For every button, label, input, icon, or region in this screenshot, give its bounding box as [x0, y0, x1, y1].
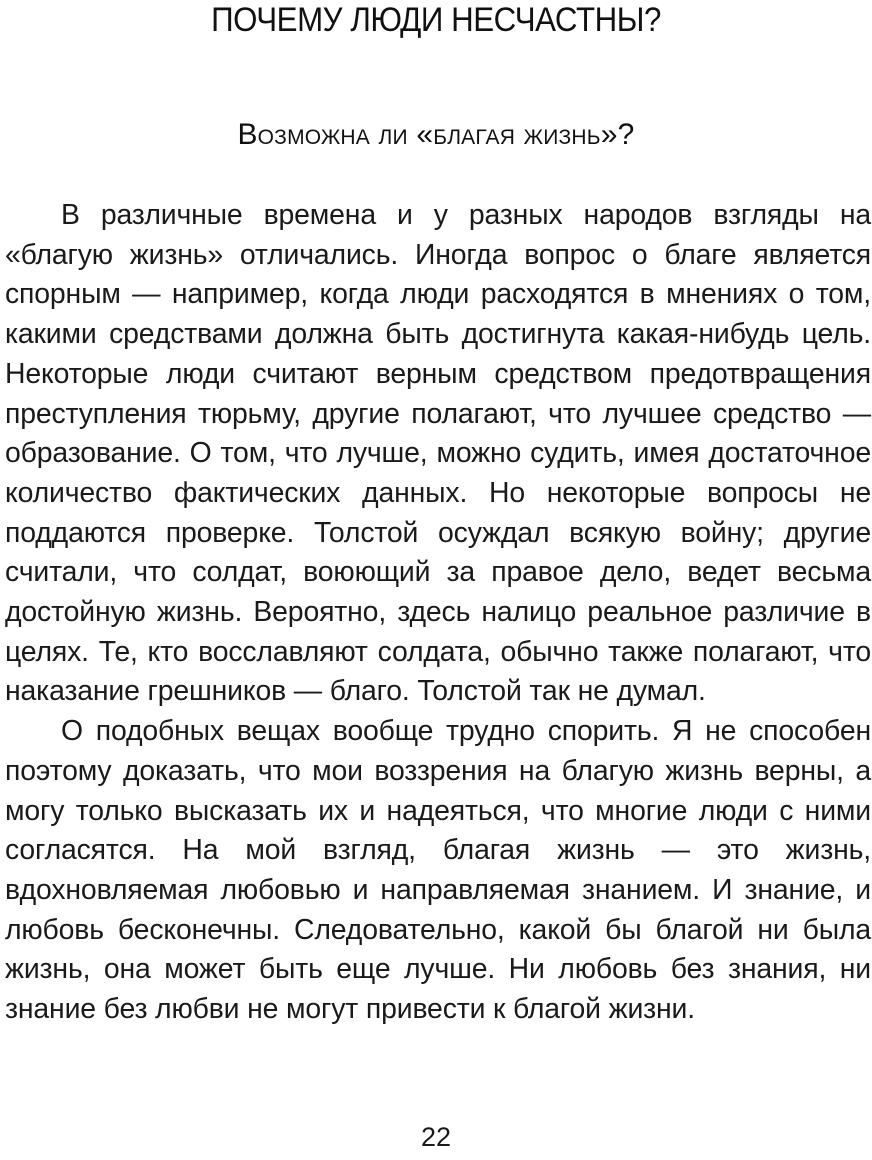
- paragraph-2: О подобных вещах вообще трудно спорить. Я не способен поэтому доказать, что мои воззрения на благую жизнь верны, а могу только высказать их и надеяться, что многие люди с ними согласятся. На мой взгляд, благая жизнь — это жизнь, вдохновляемая любовью и направляемая знанием. И знание, и любовь бесконечны. Следовательно, какой бы благой ни была жизнь, она может быть еще лучше. Ни любовь без знания, ни знание без любви не могут привести к благой жизни.: [5, 715, 871, 1026]
- page-number: 22: [420, 1122, 452, 1152]
- section-title: Возможна ли «благая жизнь»?: [237, 118, 635, 151]
- body-text: [5, 196, 871, 1030]
- paragraph-1: В различные времена и у разных народов взгляды на «благую жизнь» отличались. Иногда вопрос о благе является спорным — например, когда люди расходятся в мнениях о том, какими средствами должна быть достигнута какая-нибудь цель. Некоторые люди считают верным средством предотвращения преступления тюрьму, другие полагают, что лучшее средство — образование. О том, что лучше, можно судить, имея достаточное количество фактических данных. Но некоторые вопросы не поддаются проверке. Толстой осуждал всякую войну; другие считали, что солдат, воюющий за правое дело, ведет весьма достойную жизнь. Вероятно, здесь налицо реальное различие в целях. Те, кто восславляют солдата, обычно также полагают, что наказание грешников — благо. Толстой так не думал.: [5, 199, 871, 708]
- running-title: ПОЧЕМУ ЛЮДИ НЕСЧАСТНЫ?: [211, 1, 661, 39]
